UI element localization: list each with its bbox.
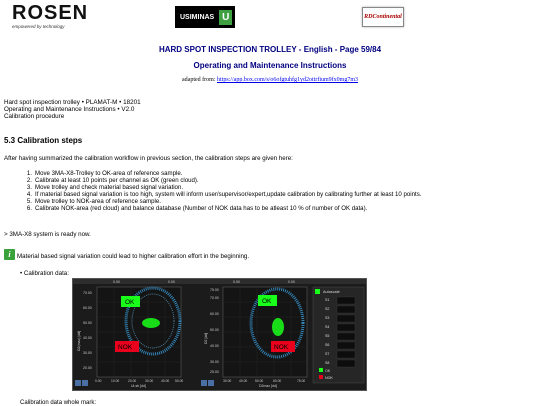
right-xtick: 75.00 (297, 379, 306, 383)
meta-line: Hard spot inspection trolley • PLAMAT-M • 18201 (4, 99, 141, 106)
step-number: 2. (26, 177, 32, 185)
left-xticks (95, 379, 183, 383)
step-number: 1. (26, 170, 32, 177)
channel-label: S5 (325, 334, 330, 338)
top-value: 0.00 (168, 280, 175, 284)
right-ytick: 60.00 (210, 312, 219, 316)
channel-thumbnail[interactable] (337, 360, 355, 367)
adapted-from-line (0, 77, 540, 83)
list-item (20, 198, 435, 205)
top-value: 0.00 (113, 280, 120, 284)
channel-label: S4 (325, 325, 330, 329)
info-note-icon: i (4, 249, 15, 260)
list-item (20, 205, 435, 212)
step-number: 4. (26, 191, 32, 199)
left-ytick: 20.00 (83, 366, 92, 370)
channel-label: S3 (325, 316, 330, 320)
calibration-data-whole-label: Calibration data whole mark: (20, 400, 97, 406)
channel-thumbnail[interactable] (337, 351, 355, 358)
right-xticks (223, 379, 305, 383)
right-ytick: 40.00 (210, 344, 219, 348)
channel-thumbnail[interactable] (337, 342, 355, 349)
step-number: 5. (26, 198, 32, 206)
step-text: If material based signal variation is too high, system will inform user/supervisor/expert,update calibration by calibrating further at least 10 points. (35, 191, 422, 199)
arrow-right-icon: > (4, 231, 8, 238)
list-item (20, 170, 435, 177)
calibration-plots-svg (73, 279, 366, 390)
left-ytick: 40.00 (83, 336, 92, 340)
channel-thumbnail[interactable] (337, 306, 355, 313)
left-ytick: 50.00 (83, 321, 92, 325)
calibration-software-screenshot (72, 278, 367, 391)
right-ytick: 75.00 (210, 288, 219, 292)
top-value: 0.00 (233, 280, 240, 284)
list-item (20, 184, 435, 191)
step-text: Move trolley and check material based signal variation. (35, 184, 184, 192)
right-xtick: 60.00 (273, 379, 282, 383)
left-ytick: 60.00 (83, 306, 92, 310)
list-item (20, 177, 435, 184)
system-ready-line (4, 231, 91, 238)
autoscale-label: Autoscale (323, 290, 340, 294)
autoscale-toggle[interactable] (315, 289, 320, 294)
right-ylabel: D2 [dd] (204, 332, 208, 344)
left-xlabel: Ui-sb [dd] (131, 384, 146, 388)
step-text: Calibrate at least 10 points per channel as OK (green cloud). (35, 177, 199, 185)
channel-label: S6 (325, 343, 330, 347)
right-ok-cloud (272, 318, 284, 336)
left-yticks (83, 291, 92, 370)
right-ytick: 50.00 (210, 328, 219, 332)
left-ok-cloud (142, 318, 160, 328)
note-text: Material based signal variation could lead to higher calibration effort in the beginning. (17, 253, 250, 260)
list-item (20, 191, 435, 198)
right-nok-label: NOK (274, 344, 289, 351)
meta-line: Operating and Maintenance Instructions • V2.0 (4, 106, 135, 114)
left-zoom-tool[interactable] (75, 380, 81, 386)
meta-line: Calibration procedure (4, 113, 65, 121)
top-value: 0.00 (288, 280, 295, 284)
adapted-from-link[interactable]: https://app.box.com/s/o6ofgtuhfg1yd2ottrfium9fx0mg7m3 (217, 77, 358, 83)
right-pan-tool[interactable] (208, 380, 214, 386)
channel-label: S2 (325, 307, 330, 311)
channel-label: S8 (325, 361, 330, 365)
right-ytick: 25.00 (210, 370, 219, 374)
rosen-logo-word: ROSEN (12, 2, 89, 24)
usiminas-logo (175, 6, 235, 28)
right-xtick: 40.00 (239, 379, 248, 383)
left-ytick: 30.00 (83, 351, 92, 355)
step-text: Move trolley to NOK-area of reference sample. (35, 198, 161, 206)
channel-label: S1 (325, 298, 330, 302)
section-intro: After having summarized the calibration workflow in previous section, the calibration steps are given here: (4, 155, 293, 162)
left-xtick: 30.00 (145, 379, 154, 383)
right-zoom-tool[interactable] (201, 380, 207, 386)
ok-indicator (319, 368, 323, 372)
usiminas-logo-word: USIMINAS (180, 13, 215, 21)
page-title: HARD SPOT INSPECTION TROLLEY - English - Page 59/84 (158, 45, 382, 54)
left-xtick: 20.00 (128, 379, 137, 383)
usiminas-u-mark: U (219, 10, 232, 25)
calibration-data-label: • Calibration data: (20, 270, 69, 277)
right-ok-label: OK (262, 298, 272, 305)
system-ready-text: 3MA-X8 system is ready now. (9, 231, 91, 238)
left-nok-label: NOK (118, 344, 133, 351)
left-ylabel: D2(max) [dd] (77, 330, 81, 351)
ok-indicator-label: OK (325, 369, 331, 373)
right-xtick: 30.00 (223, 379, 232, 383)
right-ytick: 70.00 (210, 296, 219, 300)
rosen-logo (12, 3, 88, 29)
left-xtick: 10.00 (111, 379, 120, 383)
step-text: Move 3MA-X8-Trolley to OK-area of reference sample. (35, 170, 183, 177)
adapted-from-label: adapted from: (182, 77, 216, 83)
nok-indicator (319, 375, 323, 379)
channel-thumbnail[interactable] (337, 315, 355, 322)
calibration-steps-list (20, 170, 435, 213)
left-ytick: 70.00 (83, 291, 92, 295)
channel-thumbnail[interactable] (337, 333, 355, 340)
note-line (4, 249, 249, 260)
right-xlabel: D2max [dd] (259, 384, 277, 388)
left-xtick: 50.00 (175, 379, 184, 383)
rd-continental-logo (362, 7, 404, 27)
left-ok-label: OK (125, 299, 135, 306)
left-pan-tool[interactable] (82, 380, 88, 386)
step-number: 3. (26, 184, 32, 192)
rosen-logo-tagline: empowered by technology (12, 24, 65, 29)
channel-label: S7 (325, 352, 330, 356)
meta-block (4, 99, 141, 121)
channel-thumbnail[interactable] (337, 297, 355, 304)
left-xtick: 0.00 (95, 379, 102, 383)
channel-thumbnail[interactable] (337, 324, 355, 331)
right-ytick: 30.00 (210, 360, 219, 364)
rd-continental-logo-word: RDContinental (364, 14, 402, 20)
nok-indicator-label: NOK (325, 376, 333, 380)
page-subtitle: Operating and Maintenance Instructions (193, 61, 347, 70)
right-xtick: 50.00 (255, 379, 264, 383)
right-yticks (210, 288, 219, 374)
step-text: Calibrate NOK-area (red cloud) and balance database (Number of NOK data has to be atleast 10 % of number of OK data). (35, 205, 368, 213)
section-heading: 5.3 Calibration steps (4, 136, 83, 145)
left-xtick: 40.00 (161, 379, 170, 383)
step-number: 6. (26, 205, 32, 213)
